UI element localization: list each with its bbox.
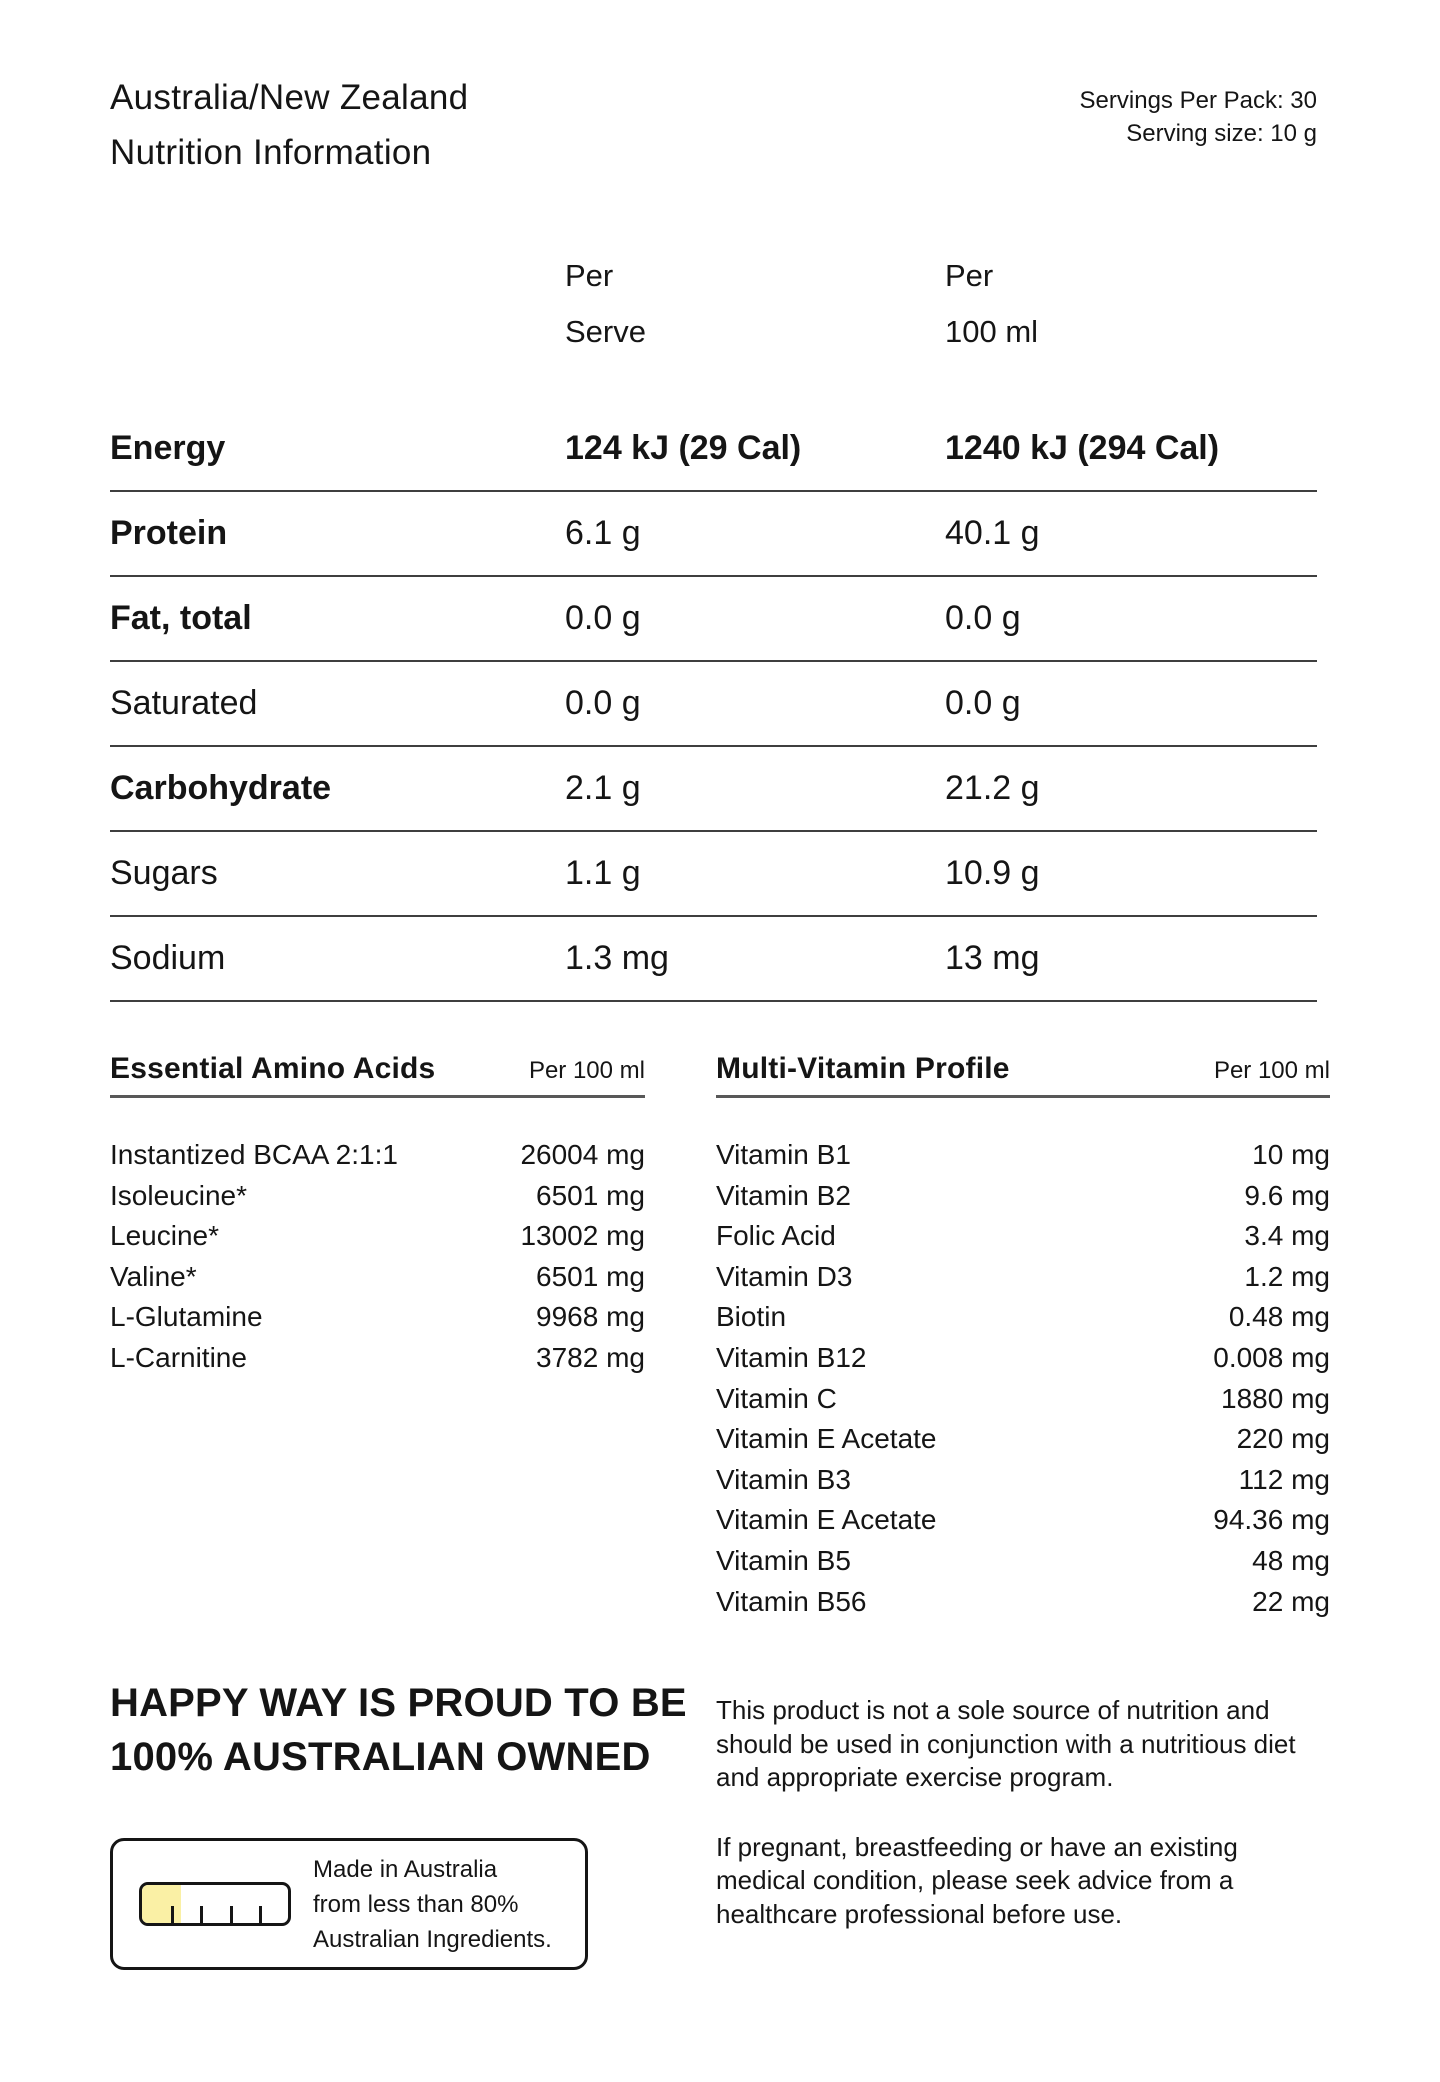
item-value: 112 mg xyxy=(1238,1463,1330,1495)
table-row-sodium xyxy=(110,917,1317,1002)
list-item xyxy=(110,1216,645,1257)
vitamins-header xyxy=(716,1052,1330,1098)
item-value: 1.2 mg xyxy=(1244,1260,1330,1292)
made-in-australia-badge xyxy=(110,1838,588,1970)
per-serve-line1: Per xyxy=(565,258,614,293)
list-item xyxy=(716,1419,1330,1460)
item-value: 26004 mg xyxy=(520,1139,645,1170)
item-label: L-Glutamine xyxy=(110,1301,263,1333)
item-value: 6501 mg xyxy=(536,1179,645,1211)
disclaimer-medical: If pregnant, breastfeeding or have an existing medical condition, please seek advice from a healthcare professional before use. xyxy=(716,1831,1238,1929)
amino-acids-list xyxy=(110,1135,645,1379)
item-value: 3782 mg xyxy=(536,1341,645,1373)
row-label: Carbohydrate xyxy=(110,769,332,807)
item-value: 22 mg xyxy=(1252,1585,1330,1617)
row-per-100ml-value: 21.2 g xyxy=(945,769,1040,807)
list-item xyxy=(110,1135,645,1176)
list-item xyxy=(716,1297,1330,1338)
row-per-serve-value: 2.1 g xyxy=(565,769,641,807)
list-item xyxy=(716,1257,1330,1298)
serving-info xyxy=(1080,84,1317,150)
row-per-serve-value: 124 kJ (29 Cal) xyxy=(565,429,802,467)
list-item xyxy=(716,1379,1330,1420)
bar-tick xyxy=(171,1906,174,1923)
column-header-per-serve xyxy=(565,248,865,360)
bar-tick xyxy=(200,1906,203,1923)
list-item xyxy=(716,1460,1330,1501)
item-value: 0.48 mg xyxy=(1228,1301,1330,1333)
item-value: 6501 mg xyxy=(536,1260,645,1292)
item-label: Vitamin B3 xyxy=(716,1463,851,1495)
row-label: Sodium xyxy=(110,939,226,977)
item-value: 13002 mg xyxy=(520,1220,645,1252)
list-item xyxy=(716,1582,1330,1623)
amino-acids-title: Essential Amino Acids xyxy=(110,1052,436,1085)
column-header-per-100ml xyxy=(945,248,1245,360)
item-value: 48 mg xyxy=(1252,1544,1330,1576)
item-value: 1880 mg xyxy=(1221,1382,1330,1414)
list-item xyxy=(110,1297,645,1338)
list-item xyxy=(716,1176,1330,1217)
row-label: Sugars xyxy=(110,854,218,892)
row-label: Protein xyxy=(110,514,228,552)
row-per-100ml-value: 0.0 g xyxy=(945,684,1021,722)
made-in-australia-bar-icon xyxy=(139,1882,291,1926)
per-serve-line2: Serve xyxy=(565,314,646,349)
row-per-100ml-value: 10.9 g xyxy=(945,854,1040,892)
amino-acids-header xyxy=(110,1052,645,1098)
item-value: 94.36 mg xyxy=(1213,1504,1330,1536)
made-in-australia-line3: Australian Ingredients. xyxy=(313,1925,552,1953)
item-value: 3.4 mg xyxy=(1244,1220,1330,1252)
list-item xyxy=(716,1338,1330,1379)
item-value: 9968 mg xyxy=(536,1301,645,1333)
row-label: Energy xyxy=(110,429,226,467)
item-label: Leucine* xyxy=(110,1220,219,1252)
nutrition-table xyxy=(110,407,1317,1002)
vitamins-section xyxy=(716,1052,1330,1622)
vitamins-unit: Per 100 ml xyxy=(1213,1057,1330,1084)
australian-owned-heading-line2: 100% AUSTRALIAN OWNED xyxy=(110,1735,651,1779)
item-label: Vitamin B1 xyxy=(716,1139,851,1170)
list-item xyxy=(110,1338,645,1379)
bar-tick xyxy=(230,1906,233,1923)
made-in-australia-line2: from less than 80% xyxy=(313,1890,519,1918)
page-title-line2: Nutrition Information xyxy=(110,133,432,172)
per-100ml-line2: 100 ml xyxy=(945,314,1039,349)
per-100ml-line1: Per xyxy=(945,258,994,293)
row-per-serve-value: 1.3 mg xyxy=(565,939,669,977)
made-in-australia-text xyxy=(313,1852,552,1957)
list-item xyxy=(110,1257,645,1298)
item-label: Vitamin B2 xyxy=(716,1179,851,1211)
table-row-fat-total xyxy=(110,577,1317,662)
table-row-saturated xyxy=(110,662,1317,747)
disclaimer-nutrition: This product is not a sole source of nutrition and should be used in conjunction with a nutritious diet and appropriate exercise program. xyxy=(716,1695,1296,1792)
item-value: 10 mg xyxy=(1252,1139,1330,1170)
row-label: Saturated xyxy=(110,684,258,722)
servings-per-pack: Servings Per Pack: 30 xyxy=(1079,87,1317,114)
item-label: Vitamin B56 xyxy=(716,1585,867,1617)
row-per-100ml-value: 13 mg xyxy=(945,939,1040,977)
list-item xyxy=(716,1135,1330,1176)
table-row-protein xyxy=(110,492,1317,577)
bar-fill xyxy=(142,1885,181,1923)
row-per-serve-value: 6.1 g xyxy=(565,514,641,552)
item-label: Folic Acid xyxy=(716,1220,836,1252)
row-per-serve-value: 0.0 g xyxy=(565,599,641,637)
item-label: Isoleucine* xyxy=(110,1179,247,1211)
australian-owned-heading xyxy=(110,1676,687,1784)
table-row-carbohydrate xyxy=(110,747,1317,832)
list-item xyxy=(716,1216,1330,1257)
item-label: Vitamin C xyxy=(716,1382,837,1414)
item-value: 0.008 mg xyxy=(1213,1341,1330,1373)
row-per-100ml-value: 0.0 g xyxy=(945,599,1021,637)
item-label: Instantized BCAA 2:1:1 xyxy=(110,1139,398,1170)
vitamins-list xyxy=(716,1135,1330,1622)
table-row-sugars xyxy=(110,832,1317,917)
vitamins-title: Multi-Vitamin Profile xyxy=(716,1052,1010,1085)
item-label: Valine* xyxy=(110,1260,197,1292)
item-label: L-Carnitine xyxy=(110,1341,247,1373)
serving-size: Serving size: 10 g xyxy=(1126,120,1317,147)
list-item xyxy=(716,1500,1330,1541)
page-title-line1: Australia/New Zealand xyxy=(110,78,469,117)
row-label: Fat, total xyxy=(110,599,252,637)
disclaimer-block xyxy=(716,1694,1328,1931)
page-title xyxy=(110,70,468,180)
list-item xyxy=(110,1176,645,1217)
table-row-energy xyxy=(110,407,1317,492)
row-per-100ml-value: 1240 kJ (294 Cal) xyxy=(945,429,1220,467)
item-value: 9.6 mg xyxy=(1244,1179,1330,1211)
made-in-australia-line1: Made in Australia xyxy=(313,1855,498,1883)
item-label: Vitamin B5 xyxy=(716,1544,851,1576)
australian-owned-heading-line1: HAPPY WAY IS PROUD TO BE xyxy=(110,1681,687,1725)
item-label: Biotin xyxy=(716,1301,787,1333)
bar-tick xyxy=(259,1906,262,1923)
item-label: Vitamin E Acetate xyxy=(716,1504,937,1536)
item-label: Vitamin B12 xyxy=(716,1341,867,1373)
list-item xyxy=(716,1541,1330,1582)
item-label: Vitamin D3 xyxy=(716,1260,853,1292)
item-label: Vitamin E Acetate xyxy=(716,1423,937,1455)
item-value: 220 mg xyxy=(1236,1423,1330,1455)
row-per-serve-value: 0.0 g xyxy=(565,684,641,722)
row-per-100ml-value: 40.1 g xyxy=(945,514,1040,552)
amino-acids-section xyxy=(110,1052,645,1379)
row-per-serve-value: 1.1 g xyxy=(565,854,641,892)
amino-acids-unit: Per 100 ml xyxy=(528,1057,645,1084)
